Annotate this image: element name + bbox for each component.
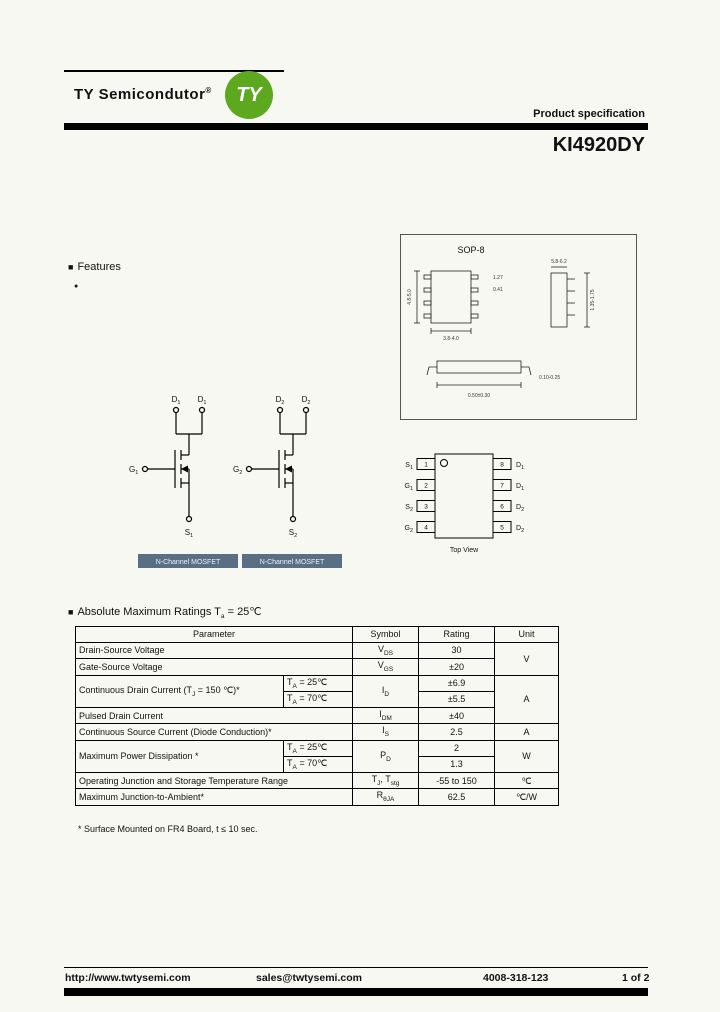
symbol-rthja: $R_{\theta JA}$ <box>353 789 419 805</box>
table-row <box>76 740 559 756</box>
pin-number: 6 <box>500 503 504 511</box>
symbol-vds: $V_{DS}$ <box>353 643 419 659</box>
table-header-row <box>76 627 559 643</box>
drain1b-label: $D_1$ <box>197 395 207 406</box>
param-junction-to-ambient: Maximum Junction-to-Ambient* <box>76 789 353 805</box>
gate1-label: $G_1$ <box>129 465 139 476</box>
footer-website: http://www.twtysemi.com <box>65 972 191 984</box>
mosfet-symbol-1 <box>126 388 246 573</box>
dim-label: 0.41 <box>493 287 503 293</box>
pin-configuration <box>388 448 553 558</box>
dim-label: 0.10-0.25 <box>539 375 561 381</box>
param-pulsed-drain-current: Pulsed Drain Current <box>76 708 353 724</box>
footer-bar <box>64 988 648 996</box>
unit-celsius: ℃ <box>495 773 559 789</box>
features-heading <box>68 261 121 273</box>
pin-label: $G_1$ <box>404 483 413 492</box>
package-drawing-box <box>400 234 637 420</box>
rating-id-25: ±6.9 <box>419 675 495 691</box>
pinout-lines <box>417 454 511 538</box>
symbol-idm: $I_{DM}$ <box>353 708 419 724</box>
symbol-id: $I_D$ <box>353 675 419 708</box>
param-continuous-source-current: Continuous Source Current (Diode Conduction)* <box>76 724 353 740</box>
pin-number: 1 <box>424 461 428 469</box>
pin-number: 8 <box>500 461 504 469</box>
table-row <box>76 724 559 740</box>
rating-pd-25: 2 <box>419 740 495 756</box>
symbol-pd: $P_D$ <box>353 740 419 773</box>
product-spec-label: Product specification <box>533 108 645 120</box>
ratings-heading-sub: a <box>220 613 225 621</box>
unit-watts: W <box>495 740 559 773</box>
pin-label: $G_2$ <box>404 525 413 534</box>
top-view-caption: Top View <box>449 547 479 554</box>
cond-ta-70: $T_A$ = 70℃ <box>284 691 353 707</box>
footer-phone: 4008-318-123 <box>483 972 549 984</box>
pin-number: 5 <box>500 524 504 532</box>
param-temp-range: Operating Junction and Storage Temperature Range <box>76 773 353 789</box>
package-drawing-lines <box>414 267 590 388</box>
mosfet-symbol-2 <box>230 388 350 573</box>
features-heading-text: Features <box>77 261 121 273</box>
pin-number: 7 <box>500 482 504 490</box>
table-footnote: * Surface Mounted on FR4 Board, t ≤ 10 sec. <box>78 824 258 834</box>
section-square-marker: ■ <box>68 607 74 617</box>
dim-label: 4.8-5.0 <box>407 289 413 305</box>
table-row <box>76 789 559 805</box>
mosfet-1-lines <box>143 408 205 522</box>
pin-label: $D_2$ <box>516 504 525 513</box>
col-header-rating: Rating <box>419 627 495 643</box>
brand-logo-circle <box>225 71 273 119</box>
param-continuous-drain-current: Continuous Drain Current ($T_J = 150$ ℃)* <box>76 675 284 708</box>
header-rule <box>64 123 648 130</box>
brand-name <box>74 86 212 103</box>
col-header-symbol: Symbol <box>353 627 419 643</box>
footer-email: sales@twtysemi.com <box>256 972 362 984</box>
pin-label: $S_1$ <box>405 462 413 471</box>
col-header-unit: Unit <box>495 627 559 643</box>
table-row <box>76 643 559 659</box>
dim-label: 1.27 <box>493 275 503 281</box>
cond-ta-70-pd: $T_A$ = 70℃ <box>284 756 353 772</box>
unit-amps-is: A <box>495 724 559 740</box>
rating-id-70: ±5.5 <box>419 691 495 707</box>
unit-celsius-per-watt: ℃/W <box>495 789 559 805</box>
table-row <box>76 708 559 724</box>
rating-idm: ±40 <box>419 708 495 724</box>
pin-label: $D_2$ <box>516 525 525 534</box>
mosfet-2-lines <box>247 408 309 522</box>
param-max-power-dissipation: Maximum Power Dissipation * <box>76 740 284 773</box>
section-square-marker: ■ <box>68 262 74 272</box>
drain1-label: $D_1$ <box>171 395 181 406</box>
rating-is: 2.5 <box>419 724 495 740</box>
ratings-heading <box>68 605 262 620</box>
cond-ta-25: $T_A$ = 25℃ <box>284 675 353 691</box>
footer-page-number: 1 of 2 <box>622 972 650 984</box>
param-drain-source-voltage: Drain-Source Voltage <box>76 643 353 659</box>
dim-label: 5.8-6.2 <box>551 259 567 265</box>
param-gate-source-voltage: Gate-Source Voltage <box>76 659 353 675</box>
mosfet-1-caption: N-Channel MOSFET <box>155 559 221 566</box>
registered-mark: ® <box>205 86 212 95</box>
pin-number: 3 <box>424 503 428 511</box>
symbol-tj-tstg: $T_J$, $T_{stg}$ <box>353 773 419 789</box>
cond-ta-25-pd: $T_A$ = 25℃ <box>284 740 353 756</box>
dim-label: 1.35-1.75 <box>590 289 596 311</box>
body-arrow <box>181 466 188 473</box>
unit-amps: A <box>495 675 559 724</box>
drain2b-label: $D_2$ <box>301 395 311 406</box>
drain2-label: $D_2$ <box>275 395 285 406</box>
gate2-label: $G_2$ <box>233 465 243 476</box>
ratings-table <box>75 626 559 806</box>
dim-label: 0.50±0.30 <box>467 393 491 399</box>
pin-label: $D_1$ <box>516 483 525 492</box>
ratings-heading-post: = 25℃ <box>224 606 262 618</box>
table-row <box>76 659 559 675</box>
source2-label: $S_2$ <box>288 528 298 539</box>
rating-temp-range: -55 to 150 <box>419 773 495 789</box>
rating-vds: 30 <box>419 643 495 659</box>
table-row <box>76 675 559 691</box>
package-title: SOP-8 <box>457 245 485 255</box>
part-number: KI4920DY <box>552 134 645 156</box>
ratings-heading-text: Absolute Maximum Ratings T <box>77 606 221 618</box>
feature-bullet: ● <box>74 283 79 290</box>
rating-pd-70: 1.3 <box>419 756 495 772</box>
col-header-parameter: Parameter <box>76 627 353 643</box>
pin-label: $D_1$ <box>516 462 525 471</box>
pin-number: 4 <box>424 524 428 532</box>
pin-label: $S_2$ <box>405 504 413 513</box>
brand-name-text: TY Semicondutor <box>74 86 206 103</box>
source1-label: $S_1$ <box>184 528 194 539</box>
rating-vgs: ±20 <box>419 659 495 675</box>
pin-number: 2 <box>424 482 428 490</box>
rating-rthja: 62.5 <box>419 789 495 805</box>
table-row <box>76 773 559 789</box>
symbol-vgs: $V_{GS}$ <box>353 659 419 675</box>
footer-rule <box>64 967 648 968</box>
mosfet-2-caption: N-Channel MOSFET <box>259 559 325 566</box>
dim-label: 3.8-4.0 <box>443 336 459 342</box>
body-arrow <box>285 466 292 473</box>
symbol-is: $I_S$ <box>353 724 419 740</box>
brand-logo-text: TY <box>236 83 262 106</box>
unit-volts: V <box>495 643 559 676</box>
package-drawing <box>401 235 636 419</box>
